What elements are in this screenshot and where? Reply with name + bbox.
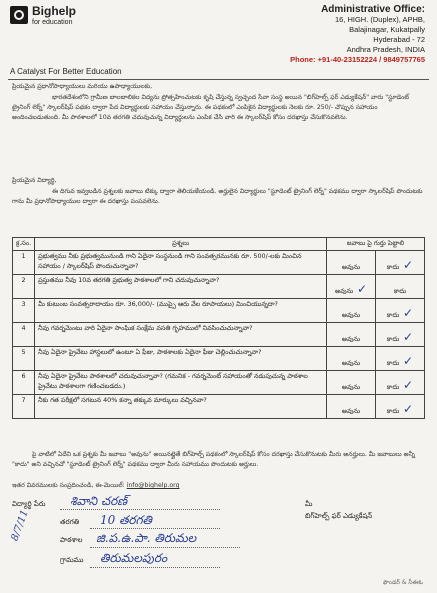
student-name-label: విద్యార్థి పేరు bbox=[12, 500, 46, 508]
office-address bbox=[265, 4, 425, 64]
row-number: 2 bbox=[13, 275, 35, 299]
answer-no-label: కాదు bbox=[386, 359, 400, 367]
table-row bbox=[13, 251, 425, 275]
row-number: 5 bbox=[13, 347, 35, 371]
row-number: 1 bbox=[13, 251, 35, 275]
brand-name: Bighelp bbox=[32, 4, 76, 18]
student-name-value: శివాని చరణ్ bbox=[70, 494, 128, 508]
answer-no-label: కాదు bbox=[386, 335, 400, 343]
answer-yes-cell[interactable] bbox=[327, 395, 376, 419]
brand-subtitle: for education bbox=[32, 19, 73, 26]
answer-yes-cell[interactable] bbox=[327, 347, 376, 371]
check-mark-icon: ✓ bbox=[399, 330, 414, 344]
answer-yes-label: అవును bbox=[341, 311, 361, 319]
answer-yes-cell[interactable] bbox=[327, 371, 376, 395]
answer-no-cell[interactable] bbox=[376, 347, 425, 371]
check-mark-icon: ✓ bbox=[399, 306, 414, 320]
row-question: ప్రభుత్వము నీకు ప్రభుత్వమునుండి గాని ఏదైనా సంస్థనుండి గాని సంవత్సరమునకు రూ. 500/-లకు మించిన సహాయం / స్కాలర్‌షిప్ పొందుచున్నావా? bbox=[35, 251, 327, 275]
answer-no-cell[interactable] bbox=[376, 299, 425, 323]
salutation-teachers: ప్రియమైన ప్రధానోపాధ్యాయులు మరియు ఉపాధ్యాయులకు, bbox=[12, 83, 153, 90]
check-mark-icon: ✓ bbox=[399, 354, 414, 368]
eligibility-note: పై వాటిలో ఏదేని ఒక ప్రశ్నకు మీ జవాబు "అవును" అయినట్లైతే బిగ్‌హెల్ప్ పథకంలో స్కాలర్‌షిప్ కోసం దరఖాస్తు చేసుకొనుటకు మీరు అనర్హులు. మీ జవాబులు అన్నీ "కాదు" అని వచ్చినచో "స్టూడెంట్ ట్రైనింగ్ లెర్న్" పథకము ద్వారా మీరు సహాయము పొందుటకు అర్హులు. bbox=[12, 451, 416, 469]
answer-no-label: కాదు bbox=[386, 407, 400, 415]
contact-email[interactable]: info@bighelp.org bbox=[126, 482, 180, 489]
office-line: 16, HIGH. (Duplex), APHB, bbox=[334, 15, 425, 24]
class-label: తరగతి bbox=[60, 518, 80, 526]
school-value: జి.ప.ఉ.పా. తిరుమల bbox=[96, 531, 197, 545]
contact-text: ఇతర వివరములకు సంప్రదించండి, ఈ-మెయిల్: bbox=[12, 482, 125, 489]
answer-no-label: కాదు bbox=[386, 311, 400, 319]
column-header-question: ప్రశ్నలు bbox=[35, 238, 327, 251]
check-mark-icon: ✓ bbox=[399, 402, 414, 416]
answer-no-cell[interactable] bbox=[376, 251, 425, 275]
answer-yes-label: అవును bbox=[341, 407, 361, 415]
row-number: 7 bbox=[13, 395, 35, 419]
office-line: Hyderabad - 72 bbox=[373, 35, 425, 44]
table-row bbox=[13, 323, 425, 347]
answer-yes-label: అవును bbox=[341, 359, 361, 367]
closing-org: బిగ్‌హెల్ప్ ఫర్ ఎడ్యుకేషన్ bbox=[305, 512, 373, 520]
table-row bbox=[13, 275, 425, 299]
table-row bbox=[13, 347, 425, 371]
answer-no-cell[interactable] bbox=[376, 395, 425, 419]
table-row bbox=[13, 395, 425, 419]
closing-yours: మీ bbox=[305, 500, 313, 508]
check-mark-icon: ✓ bbox=[399, 258, 414, 272]
row-question: నీవు ఏదైనా ప్రైవేటు పాఠశాలలో చదువుచున్నావా? (గమనిక - గవర్నమెంట్ సహాయంతో నడుపుచున్న పాఠశాల ప్రైవేటు పాఠశాలగా గణించబడదు.) bbox=[35, 371, 327, 395]
bighelp-logo-icon bbox=[10, 6, 28, 24]
row-question: నీవు ఏదైనా ప్రైవేటు హాస్టలులో ఉంటూ ఏ ఫీజు, పాఠశాలకు ఏదైనా ఫీజు చెల్లించుచున్నావా? bbox=[35, 347, 327, 371]
row-question: నీవు గవర్నమెంటు వారి ఏదైనా సాంఘిక సంక్షేమ వసతి గృహములో నివసించుచున్నావా? bbox=[35, 323, 327, 347]
eligibility-table bbox=[12, 237, 425, 419]
column-header-number: క్ర.సం. bbox=[13, 238, 35, 251]
answer-yes-cell[interactable] bbox=[327, 299, 376, 323]
row-number: 4 bbox=[13, 323, 35, 347]
office-phone: Phone: +91-40-23152224 / 9849757765 bbox=[290, 55, 425, 64]
answer-no-cell[interactable] bbox=[376, 371, 425, 395]
header-divider bbox=[8, 79, 429, 80]
check-mark-icon: ✓ bbox=[399, 378, 414, 392]
office-title: Administrative Office: bbox=[321, 4, 425, 15]
column-header-answer: జవాబు పై గుర్తు పెట్టాలి bbox=[327, 238, 425, 251]
founder-footer: ఫౌండర్ & సీఈఓ bbox=[382, 579, 423, 586]
table-row bbox=[13, 299, 425, 323]
instructions-paragraph: ఈ దిగువ ఇవ్వబడిన ప్రశ్నలకు జవాబు టిక్కు ద్వారా తెలియజేయండి. అర్హులైన విద్యార్థులు "స్టూడెంట్ ట్రైనింగ్ లెర్న్" పథకము ద్వారా స్కాలర్‌షిప్ పొందుటకు గాను మీ ప్రధానోపాధ్యాయుల ద్వారా ఈ దరఖాస్తు పంపవలెను. bbox=[12, 188, 423, 206]
village-value: తిరుమలపురం bbox=[100, 551, 168, 565]
answer-yes-cell[interactable] bbox=[327, 251, 376, 275]
table-row bbox=[13, 371, 425, 395]
answer-no-cell[interactable] bbox=[376, 275, 425, 299]
answer-no-label: కాదు bbox=[386, 383, 400, 391]
row-question: మీ కుటుంబ సంవత్సరాదాయం రూ. 36,000/- (ముప్పై ఆరు వేల రూపాయలు) మించియున్నదా? bbox=[35, 299, 327, 323]
answer-yes-label: అవును bbox=[341, 383, 361, 391]
village-label: గ్రామము bbox=[60, 556, 84, 564]
answer-yes-label: అవును bbox=[334, 287, 354, 295]
letter-paragraph: భారతదేశంలోని గ్రామీణ బాలబాలికల విద్యను ప్రోత్సహించుటకు కృషి చేస్తున్న స్వచ్ఛంద సేవా సంస్థ అయిన "బిగ్‌హెల్ప్ ఫర్ ఎడ్యుకేషన్" వారు "స్టూడెంట్ ట్రైనింగ్ లెర్న్" స్కాలర్‌షిప్ పథకం ద్వారా పేద విద్యార్థులకు సహాయం చేస్తున్నారు. ఈ పథకంలో ఎంపికైన విద్యార్థులకు నెలకు రూ. 250/- చొప్పున సహాయం అందించబడుతుంది. మీ పాఠశాలలో 10వ తరగతి చదువుచున్న విద్యార్థులను ఎంపిక చేసి వారి ఈ స్కాలర్‌షిప్ కోసం దరఖాస్తు చేసుకొనవలెను. bbox=[12, 94, 410, 122]
row-question: నీకు గత పరీక్షలో సగటున 40% కన్నా తక్కువ మార్కులు వచ్చినవా? bbox=[35, 395, 327, 419]
salutation-student: ప్రియమైన విద్యార్థి, bbox=[12, 177, 57, 184]
margin-scribble: 8/7/11 bbox=[9, 508, 31, 543]
row-question: ప్రస్తుతము నీవు 10వ తరగతి ప్రభుత్వ పాఠశాలలో గాని చదువుచున్నావా? bbox=[35, 275, 327, 299]
contact-line bbox=[12, 481, 425, 491]
answer-no-label: కాదు bbox=[393, 287, 407, 295]
answer-no-cell[interactable] bbox=[376, 323, 425, 347]
class-value: 10 తరగతి bbox=[100, 513, 152, 527]
school-label: పాఠశాల bbox=[60, 536, 83, 544]
row-number: 6 bbox=[13, 371, 35, 395]
answer-yes-cell[interactable] bbox=[327, 323, 376, 347]
answer-yes-cell[interactable] bbox=[327, 275, 376, 299]
answer-no-label: కాదు bbox=[386, 263, 400, 271]
tagline: A Catalyst For Better Education bbox=[10, 67, 122, 76]
answer-yes-label: అవును bbox=[341, 335, 361, 343]
row-number: 3 bbox=[13, 299, 35, 323]
office-line: Balajinagar, Kukatpally bbox=[349, 25, 425, 34]
answer-yes-label: అవును bbox=[341, 263, 361, 271]
check-mark-icon: ✓ bbox=[353, 282, 368, 296]
office-line: Andhra Pradesh, INDIA bbox=[346, 45, 425, 54]
